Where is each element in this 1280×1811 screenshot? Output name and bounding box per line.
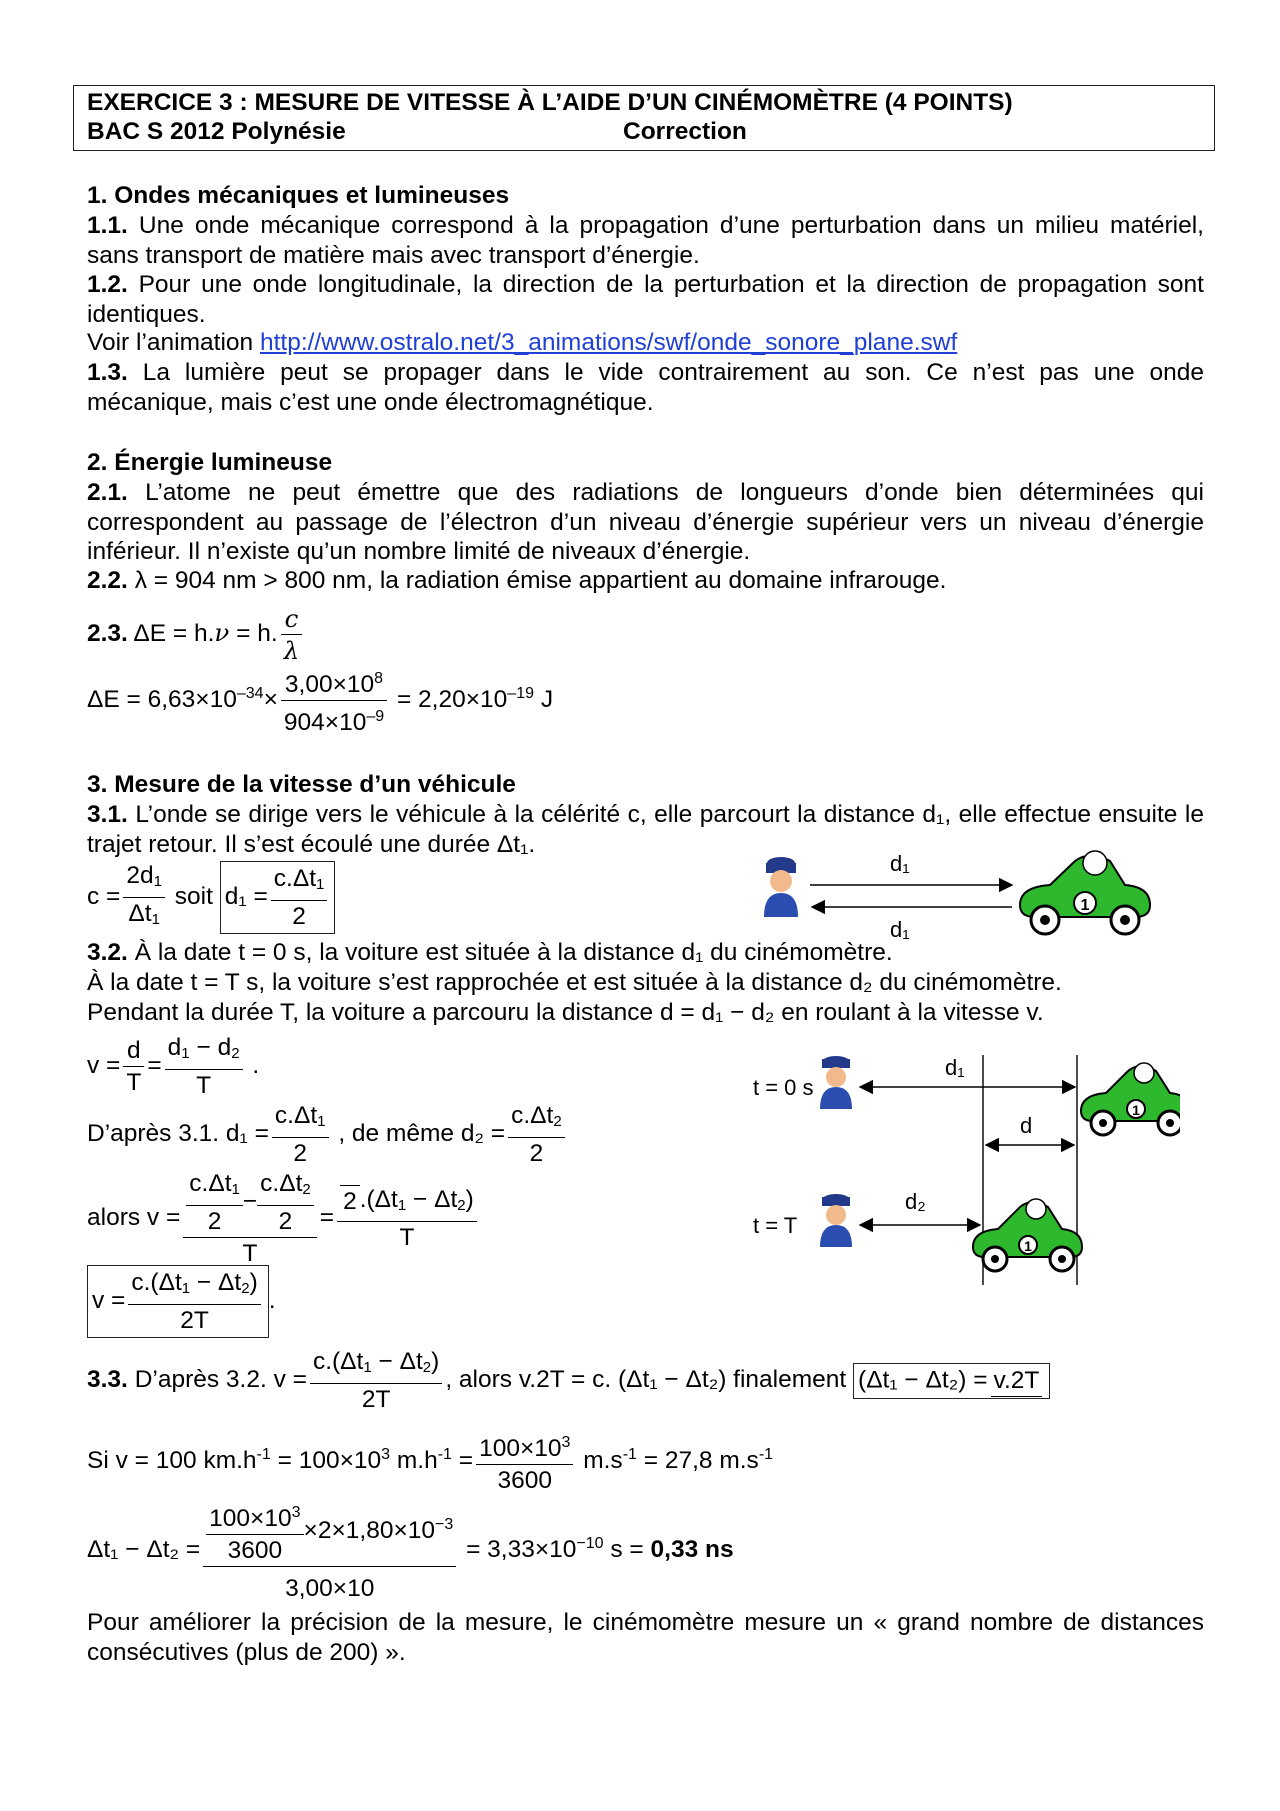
- d1-bottom-label: d₁: [890, 917, 910, 942]
- alors-v-formula: alors v = $\frac{c.\Delta t_1}{2}$ − $\frac{c.\Delta t_2}{2}$ T = 2 $.(\Delta t_1 - \Delta t_2)$ T: [87, 1168, 480, 1269]
- d1-top-label: d₁: [890, 851, 910, 876]
- car-badge: 1: [1024, 1238, 1032, 1254]
- header-subtitle: BAC S 2012 Polynésie: [87, 118, 346, 145]
- car-icon: [1020, 851, 1150, 934]
- section-1-title: 1. Ondes mécaniques et lumineuses: [87, 182, 510, 209]
- q22: 2.2. λ = 904 nm > 800 nm, la radiation émise appartient au domaine infrarouge.: [87, 567, 947, 594]
- dt-result-box: (Δt₁ − Δt₂) = v.2T: [853, 1363, 1050, 1399]
- section-2-title: 2. Énergie lumineuse: [87, 449, 333, 476]
- t0-label: t = 0 s: [753, 1075, 814, 1100]
- police-officer-icon: [820, 1194, 852, 1247]
- animation-line: Voir l’animation http://www.ostralo.net/3_animations/swf/onde_sonore_plane.swf: [87, 329, 958, 356]
- dt-calculation: Δt₁ − Δt₂ = $\frac{100\times 10^3}{3600}$ $\times 2\times 1,80\times 10^{-3}$ 3,00×10 = $3,33\times 10^{-10}$ s = 0,33 ns: [87, 1497, 734, 1604]
- car-icon: [1081, 1063, 1180, 1135]
- tT-label: t = T: [753, 1213, 798, 1238]
- figure-2: [750, 1045, 1180, 1285]
- v-formula: v = $\frac{d}{T}$ = $\frac{d_1 - d_2}{T}$ .: [87, 1034, 260, 1099]
- speed-conversion: Si v = 100 $km.h^{-1} = 100\times 10^3$ $m.h^{-1}$ = $\frac{100\times 10^3}{3600}$ $m.s^{-1} = 27,8$ $m.s^{-1}$: [87, 1427, 773, 1496]
- dapres-formula: D’après 3.1. d₁ = $\frac{c.\Delta t_1}{2}$ , de même d₂ = $\frac{c.\Delta t_2}{2}$: [87, 1100, 568, 1169]
- section-3-title: 3. Mesure de la vitesse d’un véhicule: [87, 771, 516, 798]
- car-badge: 1: [1132, 1102, 1140, 1118]
- header-title: EXERCICE 3 : MESURE DE VITESSE À L’AIDE D’UN CINÉMOMÈTRE (4 POINTS): [87, 89, 1013, 116]
- animation-link[interactable]: http://www.ostralo.net/3_animations/swf/onde_sonore_plane.swf: [259, 329, 958, 356]
- q32-text: 3.2. À la date t = 0 s, la voiture est située à la distance d₁ du cinémomètre. À la date t = T s, la voiture s’est rapprochée et est située à la distance d₂ du cinémomètre. Pendant la durée T, la voiture a parcouru la distance d = d₁ − d₂ en roulant à la vitesse v.: [87, 939, 1062, 1026]
- police-officer-icon: [820, 1056, 852, 1109]
- car-icon: [973, 1199, 1082, 1271]
- q12: 1.2. Pour une onde longitudinale, la direction de la perturbation et la direction de propagation sont identiques.: [87, 271, 1204, 328]
- q21: 2.1. L’atome ne peut émettre que des radiations de longueurs d’onde bien déterminées qui correspondent au passage de l’électron d’un niveau d’énergie supérieur vers un niveau d’énergie inférieur. Il n’existe qu’un nombre limité de niveaux d’énergie.: [87, 479, 1204, 565]
- v-final-formula: v = $\frac{c.(\Delta t_1 - \Delta t_2)}{2T}$ .: [87, 1265, 276, 1338]
- car-badge: 1: [1080, 897, 1090, 914]
- d-label: d: [1020, 1113, 1033, 1138]
- q23-formula: 2.3. ΔE = h.ν = h. $\frac{c}{\lambda}$: [87, 603, 305, 666]
- q23-calculation: $\Delta E = 6,63\times 10^{-34}\times$ $\frac{3,00\times 10^8}{904\times 10^{-9}}$ = $2,20\times 10^{-19}$ J: [87, 663, 553, 738]
- figure-1: [750, 845, 1170, 955]
- d1-result-box: d₁ = $\frac{c.\Delta t_1}{2}$: [220, 861, 336, 934]
- q13: 1.3. La lumière peut se propager dans le vide contrairement au son. Ce n’est pas une onde mécanique, mais c’est une onde électromagnétique.: [87, 359, 1204, 416]
- q33-formula: 3.3. D’après 3.2. v = $\frac{c.(\Delta t_1 - \Delta t_2)}{2T}$ , alors v.2T = c. (Δt₁ − Δt₂) finalement (Δt₁ − Δt₂) = v.2T: [87, 1346, 1050, 1415]
- q11: 1.1. Une onde mécanique correspond à la propagation d’une perturbation dans un milieu matériel, sans transport de matière mais avec transport d’énergie.: [87, 212, 1204, 269]
- q31-formula: c = $\frac{2d_1}{\Delta t_1}$ soit d₁ = $\frac{c.\Delta t_1}{2}$: [87, 860, 335, 935]
- final-paragraph: Pour améliorer la précision de la mesure, le cinémomètre mesure un « grand nombre de distances consécutives (plus de 200) ».: [87, 1609, 1204, 1666]
- d1-label: d₁: [945, 1055, 965, 1080]
- d2-label: d₂: [905, 1189, 926, 1214]
- police-officer-icon: [764, 857, 798, 917]
- q31: 3.1. L’onde se dirige vers le véhicule à la célérité c, elle parcourt la distance d₁, elle effectue ensuite le trajet retour. Il s’est écoulé une durée Δt₁.: [87, 801, 1204, 858]
- header-correction: Correction: [623, 118, 747, 145]
- v-result-box: v = $\frac{c.(\Delta t_1 - \Delta t_2)}{2T}$: [87, 1265, 269, 1338]
